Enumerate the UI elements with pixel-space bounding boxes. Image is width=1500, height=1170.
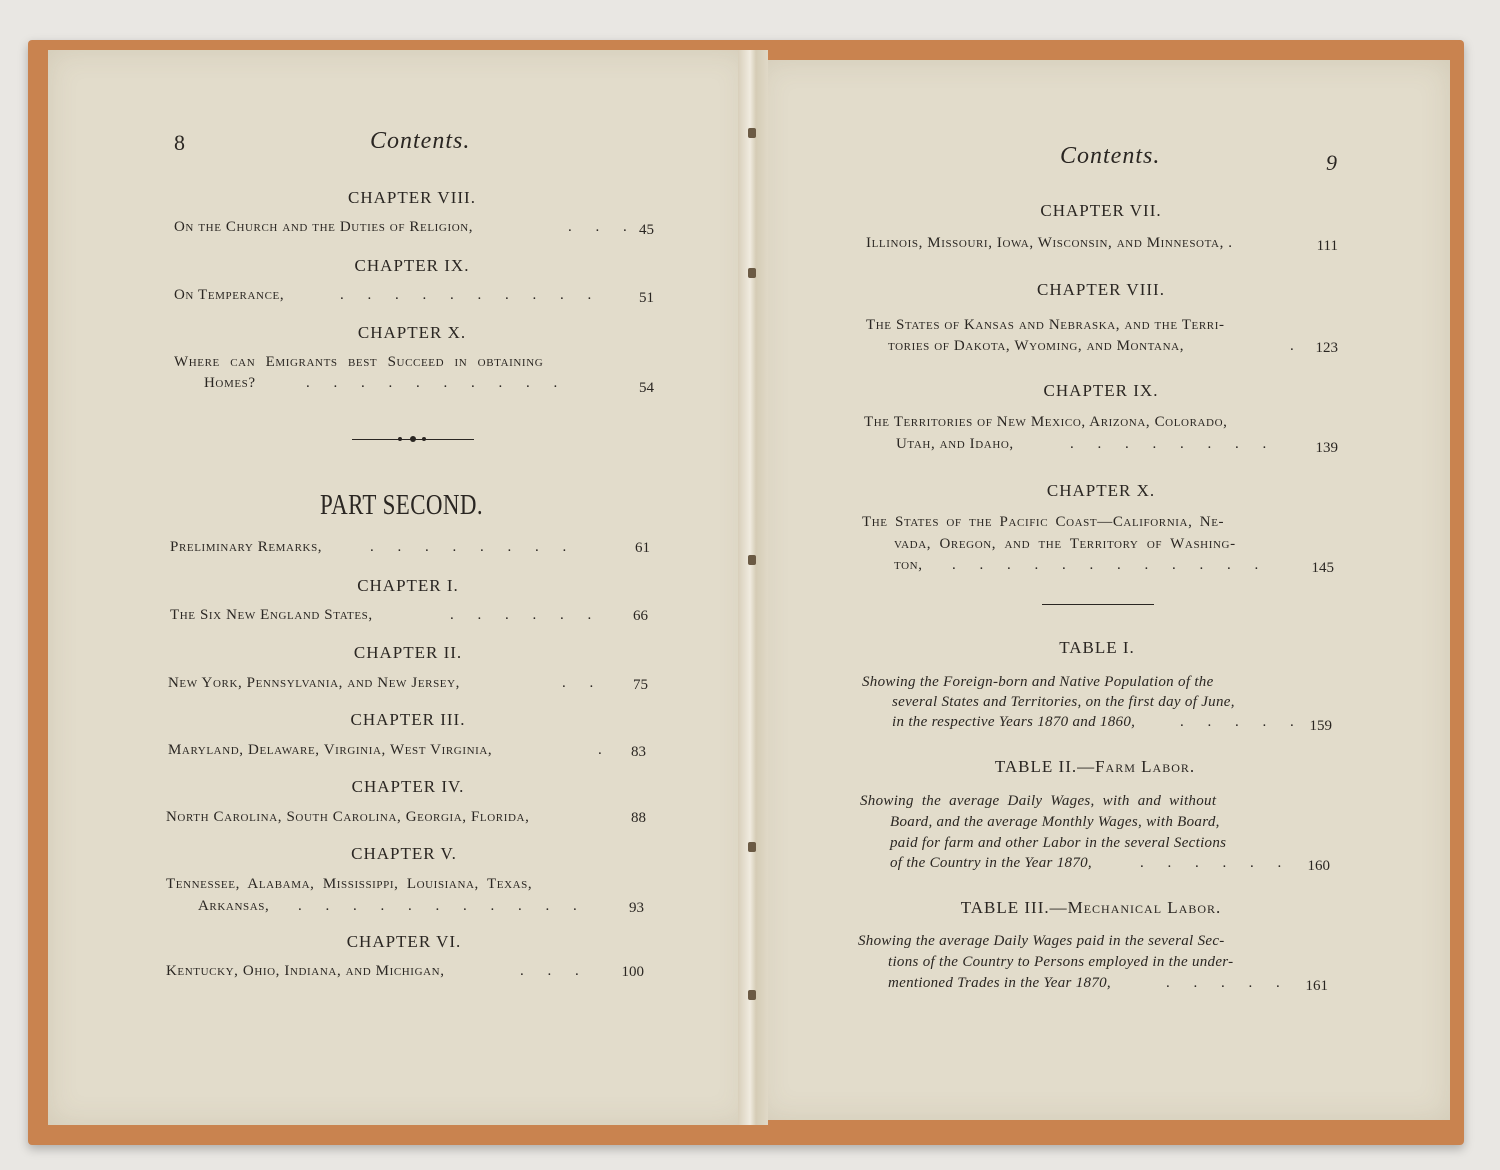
table-heading: TABLE II.—Farm Labor. xyxy=(994,757,1196,776)
table-description: paid for farm and other Labor in the several Sections xyxy=(890,835,1227,851)
leader-dots: . . . . . . . . . . . xyxy=(298,898,587,914)
page-number: 9 xyxy=(1326,150,1337,175)
toc-entry: Tennessee, Alabama, Mississippi, Louisiana, Texas, xyxy=(166,876,533,892)
chapter-heading: CHAPTER VII. xyxy=(1040,201,1162,220)
binding-stitch xyxy=(748,842,756,852)
toc-entry-continuation: Homes? xyxy=(204,375,256,391)
page-ref: 139 xyxy=(1315,440,1338,456)
leader-dots: . xyxy=(598,742,612,758)
toc-entry-continuation: ton, xyxy=(894,557,923,573)
table-description: Board, and the average Monthly Wages, with Board, xyxy=(890,814,1220,830)
toc-entry-continuation: Utah, and Idaho, xyxy=(896,436,1014,452)
running-head: Contents. xyxy=(1060,143,1161,169)
leader-dots: . . . . . . xyxy=(1140,855,1292,871)
page-ref: 83 xyxy=(631,744,646,760)
leader-dots: . . . . . . . . xyxy=(370,539,577,555)
table-description: in the respective Years 1870 and 1860, xyxy=(892,714,1136,730)
chapter-heading: CHAPTER VIII. xyxy=(1037,280,1165,299)
page-ref: 160 xyxy=(1307,858,1330,874)
table-heading: TABLE I. xyxy=(1059,638,1135,657)
chapter-heading: CHAPTER VIII. xyxy=(348,188,476,207)
toc-entry-continuation: tories of Dakota, Wyoming, and Montana, xyxy=(888,338,1185,354)
toc-entry: Preliminary Remarks, xyxy=(170,539,323,555)
leader-dots: . . . . . . . . . . . . xyxy=(952,557,1269,573)
chapter-heading: CHAPTER IV. xyxy=(351,777,465,796)
page-ref: 54 xyxy=(639,380,654,396)
table-description: Showing the average Daily Wages paid in the several Sec- xyxy=(858,933,1225,949)
leader-dots: . . . . . . xyxy=(450,607,602,623)
part-heading: PART SECOND. xyxy=(320,490,484,521)
toc-entry-continuation: Arkansas, xyxy=(198,898,270,914)
page-ref: 111 xyxy=(1316,238,1338,254)
page-ref: 66 xyxy=(633,608,648,624)
toc-entry: On Temperance, xyxy=(174,287,285,303)
table-description: Showing the average Daily Wages, with and without xyxy=(860,793,1217,809)
page-ref: 61 xyxy=(635,540,650,556)
page-ref: 123 xyxy=(1315,340,1338,356)
chapter-heading: CHAPTER III. xyxy=(350,710,466,729)
toc-entry: Maryland, Delaware, Virginia, West Virginia, xyxy=(168,742,493,758)
toc-entry: The Six New England States, xyxy=(170,607,373,623)
chapter-heading: CHAPTER IX. xyxy=(1043,381,1159,400)
page-ref: 45 xyxy=(639,222,654,238)
leader-dots: . . . . . . . . xyxy=(1070,436,1277,452)
page-ref: 75 xyxy=(633,677,648,693)
leader-dots: . . . . . xyxy=(1166,975,1290,991)
binding-stitch xyxy=(748,990,756,1000)
page-ref: 159 xyxy=(1309,718,1332,734)
table-description: of the Country in the Year 1870, xyxy=(890,855,1092,871)
toc-entry-continuation: vada, Oregon, and the Territory of Washing- xyxy=(894,536,1236,552)
toc-entry: New York, Pennsylvania, and New Jersey, xyxy=(168,675,461,691)
ornament-dot xyxy=(398,437,402,441)
page-ref: 93 xyxy=(629,900,644,916)
toc-entry: The States of the Pacific Coast—California, Ne- xyxy=(862,514,1225,530)
page-ref: 51 xyxy=(639,290,654,306)
leader-dots: . . . . . . . . . . xyxy=(340,287,602,303)
table-heading: TABLE III.—Mechanical Labor. xyxy=(960,898,1222,917)
page-ref: 100 xyxy=(621,964,644,980)
chapter-heading: CHAPTER V. xyxy=(351,844,457,863)
toc-entry: On the Church and the Duties of Religion, xyxy=(174,219,474,235)
chapter-heading: CHAPTER X. xyxy=(357,323,467,342)
chapter-heading: CHAPTER X. xyxy=(1046,481,1156,500)
toc-entry: Kentucky, Ohio, Indiana, and Michigan, xyxy=(166,963,445,979)
table-description: tions of the Country to Persons employed in the under- xyxy=(888,954,1234,970)
toc-entry: The Territories of New Mexico, Arizona, Colorado, xyxy=(864,414,1228,430)
page-ref: 88 xyxy=(631,810,646,826)
section-rule xyxy=(1042,604,1154,605)
leader-dots: . . . . . . . . . . xyxy=(306,375,568,391)
toc-entry: North Carolina, South Carolina, Georgia, Florida, xyxy=(166,809,530,825)
toc-entry: Where can Emigrants best Succeed in obtaining xyxy=(174,354,544,370)
page-number: 8 xyxy=(174,130,185,155)
binding-stitch xyxy=(748,128,756,138)
ornament-dot xyxy=(422,437,426,441)
leader-dots: . . xyxy=(562,675,604,691)
binding-stitch xyxy=(748,555,756,565)
ornament-dot xyxy=(410,436,416,442)
chapter-heading: CHAPTER IX. xyxy=(354,256,470,275)
table-description: several States and Territories, on the first day of June, xyxy=(892,694,1235,710)
page-ref: 161 xyxy=(1305,978,1328,994)
toc-entry: Illinois, Missouri, Iowa, Wisconsin, and Minnesota, . xyxy=(866,235,1233,251)
chapter-heading: CHAPTER VI. xyxy=(346,932,462,951)
leader-dots: . xyxy=(1290,338,1304,354)
binding-stitch xyxy=(748,268,756,278)
chapter-heading: CHAPTER II. xyxy=(353,643,463,662)
table-description: Showing the Foreign-born and Native Population of the xyxy=(862,674,1214,690)
toc-entry: The States of Kansas and Nebraska, and the Terri- xyxy=(866,317,1225,333)
page-ref: 145 xyxy=(1311,560,1334,576)
leader-dots: . . . . . xyxy=(1180,714,1304,730)
book-gutter xyxy=(738,50,768,1125)
leader-dots: . . . xyxy=(520,963,589,979)
running-head: Contents. xyxy=(370,128,471,154)
table-description: mentioned Trades in the Year 1870, xyxy=(888,975,1111,991)
chapter-heading: CHAPTER I. xyxy=(357,576,459,595)
leader-dots: . . . xyxy=(568,219,637,235)
